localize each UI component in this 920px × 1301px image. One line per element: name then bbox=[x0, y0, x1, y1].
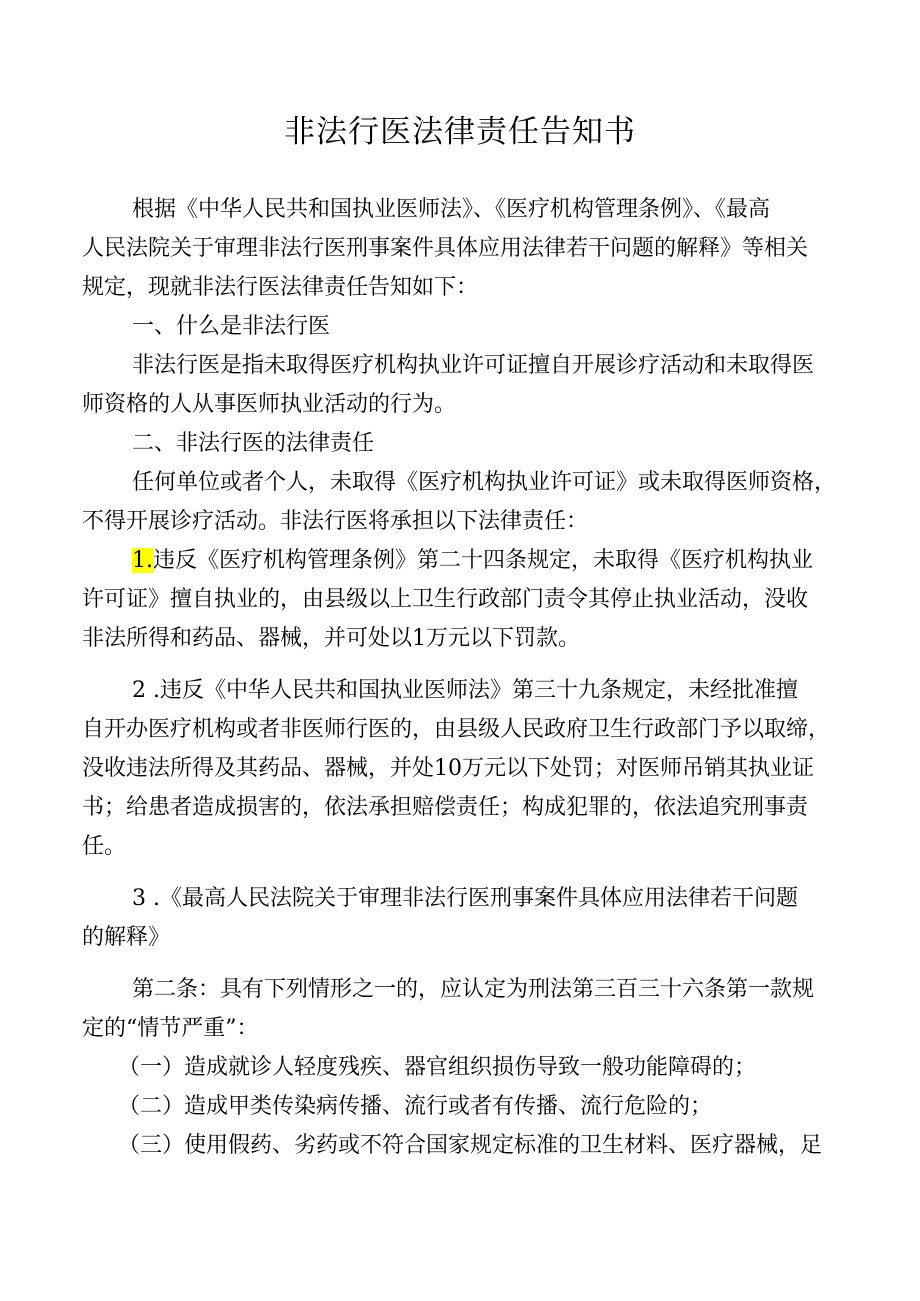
intro-line: 规定，现就非法行医法律责任告知如下： bbox=[82, 275, 479, 300]
clause-list bbox=[82, 1048, 856, 1165]
item1-paragraph bbox=[82, 541, 856, 658]
item3-paragraph bbox=[82, 879, 856, 957]
item1-number-highlight: 1. bbox=[132, 548, 153, 573]
item1-line: 非法所得和药品、器械，并可处以1万元以下罚款。 bbox=[82, 626, 580, 651]
item3-line: 3 .《最高人民法院关于审理非法行医刑事案件具体应用法律若干问题 bbox=[132, 886, 798, 911]
paragraph-spacer bbox=[82, 658, 856, 671]
item3-line: 的解释》 bbox=[82, 925, 171, 950]
paragraph-spacer bbox=[82, 957, 856, 970]
document-body bbox=[82, 190, 856, 1165]
paragraph-spacer bbox=[82, 866, 856, 879]
clause-item: （一）造成就诊人轻度残疾、器官组织损伤导致一般功能障碍的； bbox=[118, 1055, 757, 1080]
item1-line: 许可证》擅自执业的，由县级以上卫生行政部门责令其停止执业活动，没收 bbox=[82, 587, 809, 612]
intro-paragraph bbox=[82, 190, 856, 307]
section2-heading: 二、非法行医的法律责任 bbox=[132, 431, 375, 456]
article2-paragraph bbox=[82, 970, 856, 1048]
section2-line: 任何单位或者个人，未取得《医疗机构执业许可证》或未取得医师资格， bbox=[132, 470, 837, 495]
section1-line: 师资格的人从事医师执业活动的行为。 bbox=[82, 392, 457, 417]
section2-line: 不得开展诊疗活动。非法行医将承担以下法律责任： bbox=[82, 509, 589, 534]
document-title: 非法行医法律责任告知书 bbox=[284, 114, 636, 150]
item2-line: 2 .违反《中华人民共和国执业医师法》第三十九条规定，未经批准擅 bbox=[132, 678, 798, 703]
section1-line: 非法行医是指未取得医疗机构执业许可证擅自开展诊疗活动和未取得医 bbox=[132, 353, 815, 378]
section2-paragraph bbox=[82, 463, 856, 541]
item2-line: 任。 bbox=[82, 834, 127, 859]
section2-heading-paragraph bbox=[82, 424, 856, 463]
item1-first-line bbox=[82, 541, 856, 580]
section1-heading: 一、什么是非法行医 bbox=[132, 314, 331, 339]
article2-line: 定的“情节严重”： bbox=[82, 1016, 259, 1041]
intro-line: 根据《中华人民共和国执业医师法》、《医疗机构管理条例》、《最高 bbox=[132, 197, 771, 222]
item2-line: 没收违法所得及其药品、器械，并处10万元以下处罚；对医师吊销其执业证 bbox=[82, 756, 814, 781]
article2-line: 第二条：具有下列情形之一的，应认定为刑法第三百三十六条第一款规 bbox=[132, 977, 815, 1002]
intro-line: 人民法院关于审理非法行医刑事案件具体应用法律若干问题的解释》等相关 bbox=[82, 236, 809, 261]
section1-paragraph bbox=[82, 346, 856, 424]
item2-line: 自开办医疗机构或者非医师行医的，由县级人民政府卫生行政部门予以取缔， bbox=[82, 717, 831, 742]
item2-paragraph bbox=[82, 671, 856, 866]
clause-item: （三）使用假药、劣药或不符合国家规定标准的卫生材料、医疗器械，足 bbox=[118, 1133, 823, 1158]
item2-line: 书；给患者造成损害的，依法承担赔偿责任；构成犯罪的，依法追究刑事责 bbox=[82, 795, 809, 820]
clause-item: （二）造成甲类传染病传播、流行或者有传播、流行危险的； bbox=[118, 1094, 713, 1119]
section1-heading-paragraph bbox=[82, 307, 856, 346]
item1-line: 违反《医疗机构管理条例》第二十四条规定，未取得《医疗机构执业 bbox=[153, 548, 814, 573]
